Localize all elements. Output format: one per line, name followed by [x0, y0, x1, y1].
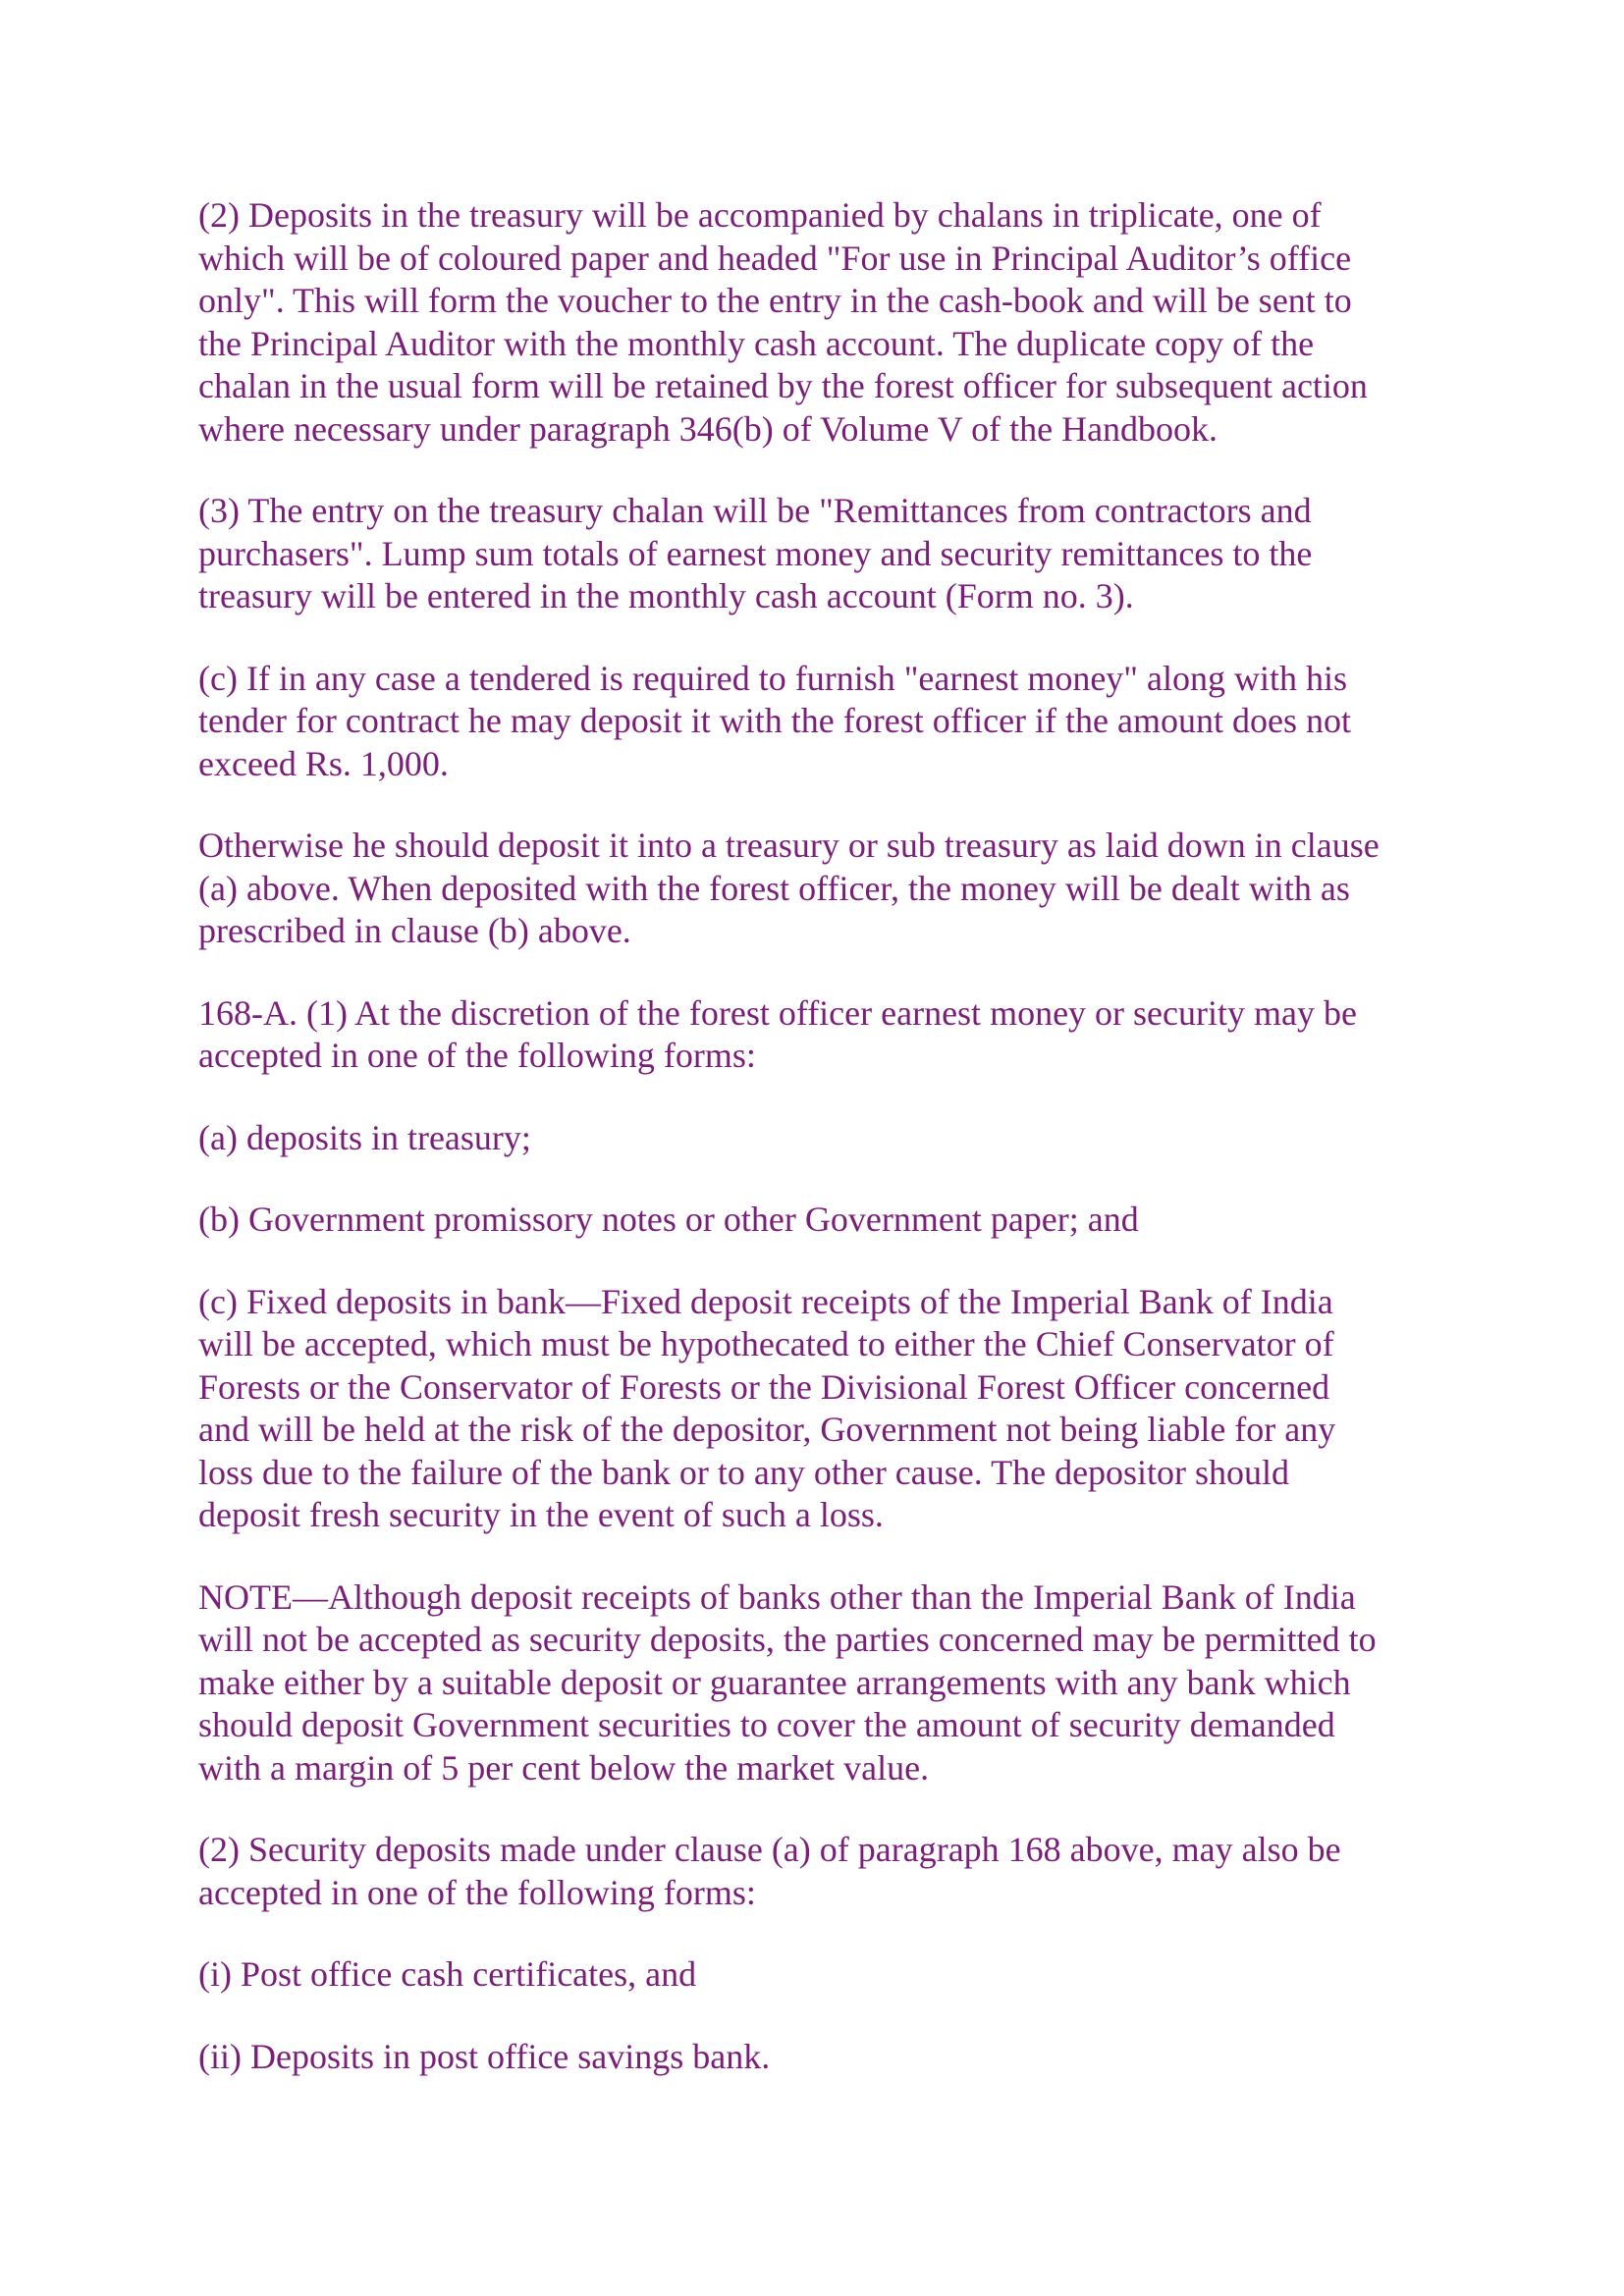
paragraph-c-earnest-money: (c) If in any case a tendered is required to furnish "earnest money" along with his tender for contract he may deposit it with the forest officer if the amount does not exceed Rs. 1,000. [198, 658, 1351, 783]
paragraph-168a-1: 168-A. (1) At the discretion of the forest officer earnest money or security may be accepted in one of the following forms: [198, 992, 1357, 1075]
document-body [198, 194, 1475, 2117]
paragraph-2-treasury-chalans: (2) Deposits in the treasury will be accompanied by chalans in triplicate, one of which will be of coloured paper and headed "For use in Principal Auditor’s office only". This will form the voucher to the entry in the cash-book and will be sent to the Principal Auditor with the monthly cash account. The duplicate copy of the chalan in the usual form will be retained by the forest officer for subsequent action where necessary under paragraph 346(b) of Volume V of the Handbook. [198, 195, 1368, 449]
list-item-i-post-office-certificates: (i) Post office cash certificates, and [198, 1954, 697, 1994]
note-paragraph: NOTE—Although deposit receipts of banks other than the Imperial Bank of India will not be accepted as security deposits, the parties concerned may be permitted to make either by a suitable deposit or guarantee arrangements with any bank which should deposit Government securities to cover the amount of security demanded with a margin of 5 per cent below the market value. [198, 1576, 1377, 1788]
paragraph-otherwise-deposit: Otherwise he should deposit it into a treasury or sub treasury as laid down in clause (a) above. When deposited with the forest officer, the money will be dealt with as prescribed in clause (b) above. [198, 826, 1380, 950]
list-item-b-government-notes: (b) Government promissory notes or other Government paper; and [198, 1200, 1139, 1239]
list-item-a-deposits-in-treasury: (a) deposits in treasury; [198, 1117, 531, 1157]
paragraph-168a-2: (2) Security deposits made under clause (a) of paragraph 168 above, may also be accepted in one of the following forms: [198, 1830, 1341, 1912]
list-item-ii-post-office-savings: (ii) Deposits in post office savings bank. [198, 2036, 771, 2076]
list-item-c-fixed-deposits: (c) Fixed deposits in bank—Fixed deposit receipts of the Imperial Bank of India will be accepted, which must be hypothecated to either the Chief Conservator of Forests or the Conservator of Forests or the Divisional Forest Officer concerned and will be held at the risk of the depositor, Government not being liable for any loss due to the failure of the bank or to any other cause. The depositor should deposit fresh security in the event of such a loss. [198, 1281, 1336, 1534]
paragraph-3-chalan-entry: (3) The entry on the treasury chalan will be "Remittances from contractors and purchasers". Lump sum totals of earnest money and security remittances to the treasury will be entered in the monthly cash account (Form no. 3). [198, 491, 1313, 615]
